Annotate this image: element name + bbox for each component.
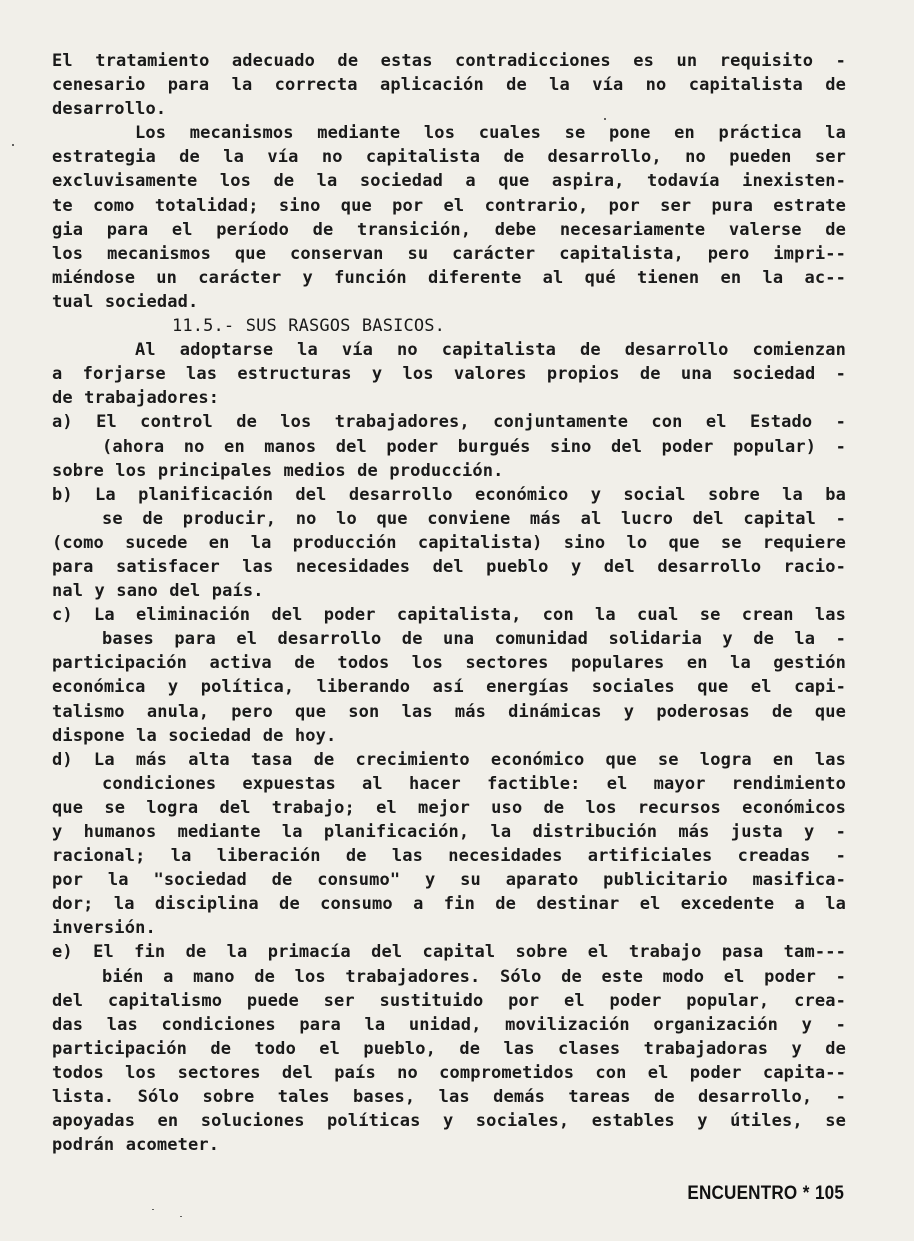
page-number: 105 bbox=[814, 1183, 844, 1204]
text-line: que se logra del trabajo; el mejor uso de los recursos económicos bbox=[52, 797, 846, 818]
text-line: e) El fin de la primacía del capital sobre el trabajo pasa tam--- bbox=[52, 942, 846, 963]
text-line: y humanos mediante la planificación, la distribución más justa y - bbox=[52, 822, 846, 842]
text-line: d) La más alta tasa de crecimiento económico que se logra en las bbox=[52, 749, 846, 770]
text-line: (ahora no en manos del poder burgués sino del poder popular) - bbox=[102, 436, 846, 457]
text-line: lista. Sólo sobre tales bases, las demás tareas de desarrollo, - bbox=[52, 1087, 846, 1108]
text-line: del capitalismo puede ser sustituido por el poder popular, crea- bbox=[52, 990, 846, 1011]
text-line: participación activa de todos los sectores populares en la gestión bbox=[52, 653, 846, 674]
body-text bbox=[52, 49, 852, 1157]
page-footer bbox=[687, 1183, 844, 1205]
text-line: condiciones expuestas al hacer factible: el mayor rendimiento bbox=[102, 773, 846, 794]
text-line: de trabajadores: bbox=[52, 388, 220, 409]
text-line: gia para el período de transición, debe necesariamente valerse de bbox=[52, 219, 846, 240]
text-line: miéndose un carácter y función diferente al qué tienen en la ac-- bbox=[52, 267, 846, 288]
text-line: racional; la liberación de las necesidades artificiales creadas - bbox=[52, 846, 846, 867]
text-line: talismo anula, pero que son las más dinámicas y poderosas de que bbox=[52, 701, 846, 722]
star-separator-icon: * bbox=[802, 1183, 810, 1204]
text-line: nal y sano del país. bbox=[52, 581, 264, 602]
text-line: Los mecanismos mediante los cuales se pone en práctica la bbox=[135, 123, 846, 144]
text-line: bién a mano de los trabajadores. Sólo de este modo el poder - bbox=[102, 966, 846, 987]
text-line: te como totalidad; sino que por el contrario, por ser pura estrate bbox=[52, 195, 846, 216]
text-line: Al adoptarse la vía no capitalista de desarrollo comienzan bbox=[135, 340, 846, 361]
scan-speck bbox=[152, 1209, 154, 1210]
text-line: los mecanismos que conservan su carácter capitalista, pero impri-- bbox=[52, 243, 846, 264]
text-line: El tratamiento adecuado de estas contradicciones es un requisito - bbox=[52, 51, 846, 71]
text-line: podrán acometer. bbox=[52, 1135, 220, 1156]
text-line: inversión. bbox=[52, 918, 156, 939]
text-line: todos los sectores del país no comprometidos con el poder capita-- bbox=[52, 1062, 846, 1083]
text-line: estrategia de la vía no capitalista de desarrollo, no pueden ser bbox=[52, 147, 846, 168]
text-line: dor; la disciplina de consumo a fin de destinar el excedente a la bbox=[52, 894, 846, 915]
text-line: tual sociedad. bbox=[52, 291, 199, 312]
text-line: para satisfacer las necesidades del pueblo y del desarrollo racio- bbox=[52, 556, 846, 577]
text-line: por la "sociedad de consumo" y su aparato publicitario masifica- bbox=[52, 870, 846, 891]
scan-speck bbox=[604, 118, 606, 120]
text-line: apoyadas en soluciones políticas y sociales, estables y útiles, se bbox=[52, 1111, 846, 1132]
text-line: se de producir, no lo que conviene más al lucro del capital - bbox=[102, 508, 846, 529]
text-line: bases para el desarrollo de una comunidad solidaria y de la - bbox=[102, 629, 846, 650]
text-line: das las condiciones para la unidad, movilización organización y - bbox=[52, 1014, 846, 1035]
text-line: a forjarse las estructuras y los valores propios de una sociedad - bbox=[52, 364, 846, 385]
text-line: sobre los principales medios de producción. bbox=[52, 460, 504, 481]
text-line: dispone la sociedad de hoy. bbox=[52, 725, 337, 746]
text-line: participación de todo el pueblo, de las clases trabajadoras y de bbox=[52, 1038, 846, 1059]
text-line: económica y política, liberando así energías sociales que el capi- bbox=[52, 677, 846, 698]
text-line: cenesario para la correcta aplicación de la vía no capitalista de bbox=[52, 75, 846, 96]
text-line: b) La planificación del desarrollo económico y social sobre la ba bbox=[52, 484, 846, 505]
text-line: (como sucede en la producción capitalista) sino lo que se requiere bbox=[52, 532, 846, 553]
text-line: c) La eliminación del poder capitalista, con la cual se crean las bbox=[52, 605, 846, 626]
section-heading: 11.5.- SUS RASGOS BASICOS. bbox=[172, 316, 446, 337]
text-line: a) El control de los trabajadores, conjuntamente con el Estado - bbox=[52, 412, 846, 433]
magazine-name: ENCUENTRO bbox=[687, 1183, 798, 1204]
text-line: excluvisamente los de la sociedad a que aspira, todavía inexisten- bbox=[52, 171, 846, 192]
scan-speck bbox=[12, 144, 14, 146]
scan-speck bbox=[180, 1216, 182, 1217]
text-line: desarrollo. bbox=[52, 99, 167, 120]
